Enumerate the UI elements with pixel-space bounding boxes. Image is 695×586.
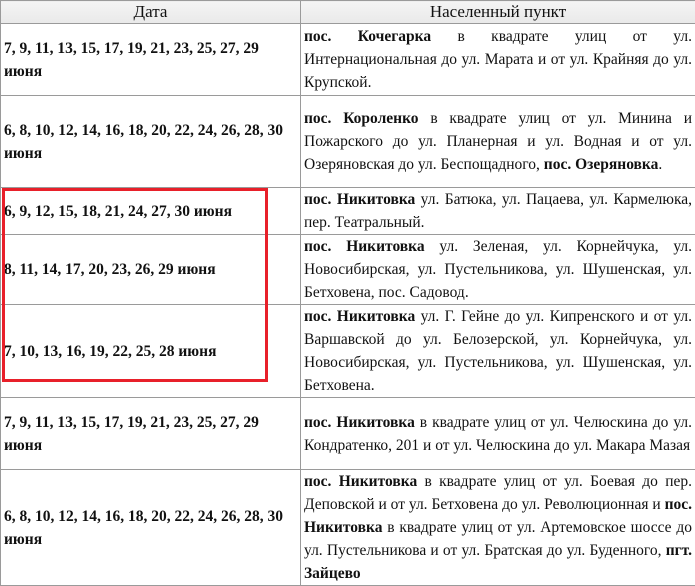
- place-segment: пос. Никитовка: [304, 473, 417, 490]
- date-column-header: Дата: [1, 1, 301, 24]
- date-cell: 8, 11, 14, 17, 20, 23, 26, 29 июня: [1, 235, 301, 305]
- place-cell: [301, 96, 695, 188]
- place-segment: .: [658, 156, 662, 173]
- place-segment: пгт. Зайцево: [304, 542, 692, 582]
- date-cell: 6, 8, 10, 12, 14, 16, 18, 20, 22, 24, 26, 28, 30 июня: [1, 96, 301, 188]
- place-segment: ул. Зеленая, ул. Корнейчука, ул. Новосибирская, ул. Пустельникова, ул. Шушенская, ул. Бетховена, пос. Садовод.: [304, 238, 692, 301]
- place-segment: ул. Батюка, ул. Пацаева, ул. Кармелюка, пер. Театральный.: [304, 191, 692, 231]
- date-cell: 7, 9, 11, 13, 15, 17, 19, 21, 23, 25, 27, 29 июня: [1, 24, 301, 96]
- place-segment: в квадрате улиц от ул. Челюскина до ул. Кондратенко, 201 и от ул. Челюскина до ул. Макара Мазая: [304, 414, 692, 454]
- table-row: [1, 96, 695, 188]
- place-segment: пос. Короленко: [304, 110, 419, 127]
- place-segment: пос. Никитовка: [304, 308, 415, 325]
- table-row: [1, 24, 695, 96]
- place-segment: пос. Кочегарка: [304, 28, 431, 45]
- place-segment: пос. Никитовка: [304, 496, 692, 536]
- place-segment: пос. Никитовка: [304, 414, 415, 431]
- place-segment: в квадрате улиц от ул. Артемовское шоссе до ул. Пустельникова и от ул. Братская до ул. Буденного,: [304, 519, 692, 559]
- table-row: [1, 305, 695, 398]
- place-column-header: Населенный пункт: [301, 1, 695, 24]
- place-segment: пос. Никитовка: [304, 238, 425, 255]
- date-cell: 7, 10, 13, 16, 19, 22, 25, 28 июня: [1, 305, 301, 398]
- place-segment: пос. Озеряновка: [544, 156, 659, 173]
- table-row: [1, 398, 695, 470]
- place-cell: [301, 235, 695, 305]
- place-segment: пос. Никитовка: [304, 191, 415, 208]
- place-segment: в квадрате улиц от ул. Боевая до пер. Деповской и от ул. Бетховена до ул. Революционная и: [304, 473, 692, 513]
- header-row: [1, 1, 695, 24]
- place-segment: в квадрате улиц от ул. Интернациональная до ул. Марата и от ул. Крайняя до ул. Крупской.: [304, 28, 692, 91]
- place-cell: [301, 398, 695, 470]
- date-cell: 7, 9, 11, 13, 15, 17, 19, 21, 23, 25, 27, 29 июня: [1, 398, 301, 470]
- table-row: [1, 470, 695, 586]
- place-cell: [301, 470, 695, 586]
- place-segment: в квадрате улиц от ул. Минина и Пожарского до ул. Планерная и ул. Водная и от ул. Озеряновская до ул. Беспощадного,: [304, 110, 692, 173]
- table-row: [1, 188, 695, 235]
- date-cell: 6, 9, 12, 15, 18, 21, 24, 27, 30 июня: [1, 188, 301, 235]
- place-segment: ул. Г. Гейне до ул. Кипренского и от ул. Варшавской до ул. Белозерской, ул. Корнейчука, ул. Новосибирская, ул. Пустельникова, ул. Шушенская, ул. Бетховена.: [304, 308, 692, 394]
- place-cell: [301, 188, 695, 235]
- place-cell: [301, 305, 695, 398]
- table-row: [1, 235, 695, 305]
- place-cell: [301, 24, 695, 96]
- date-cell: 6, 8, 10, 12, 14, 16, 18, 20, 22, 24, 26, 28, 30 июня: [1, 470, 301, 586]
